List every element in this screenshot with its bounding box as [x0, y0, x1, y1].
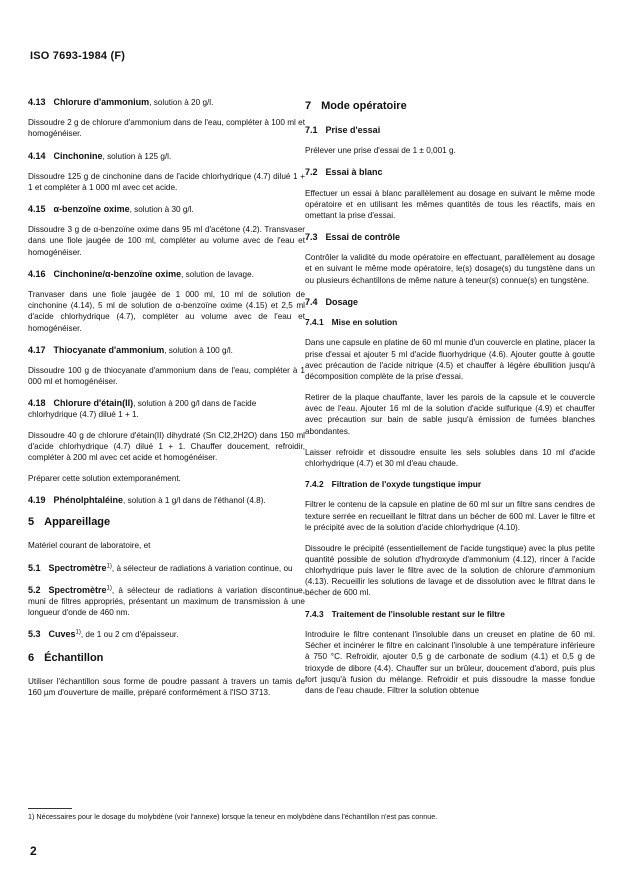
footnote-ref: 1) [106, 585, 112, 592]
section-title: Mode opératoire [321, 100, 407, 112]
section-title: Cinchonine [53, 150, 103, 161]
section-4-15 [28, 203, 305, 258]
section-title: Cuves [48, 629, 76, 640]
section-4-16 [28, 268, 305, 334]
paragraph: Dissoudre 40 g de chlorure d'étain(II) dihydraté (Sn Cl2,2H2O) dans 150 ml d'acide chlorhydrique (4.7) dilué 1 + 1. Chauffer doucement, refroidir, compléter à 200 ml avec cet acide et homogénéiser. [28, 430, 305, 462]
paragraph: Introduire le filtre contenant l'insoluble dans un creuset en platine de 60 ml. Sécher et incinérer le filtre en calcinant l'insoluble à une température inférieure à 750 °C. Refroidir, ajouter 0,5 g de carbonate de sodium (4.1) et 0,5 g de trioxyde de dibore (4.4). Chauffer sur un brûleur, doucement d'abord, puis plus fort jusqu'à fusion du mélange. Refroidir et puis dissoudre la masse fondue dans de l'eau chaude. Filtrer la solution obtenue [305, 630, 595, 695]
paragraph: Effectuer un essai à blanc parallèlement au dosage en suivant le même mode opératoire et en utilisant les mêmes quantités de tous les réactifs, mais en omettant la prise d'essai. [305, 188, 595, 220]
paragraph: Matériel courant de laboratoire, et [28, 541, 151, 551]
left-column [28, 96, 305, 708]
right-column [305, 96, 595, 706]
section-title-rest: , solution à 30 g/l. [129, 205, 194, 215]
section-title: Mise en solution [331, 316, 398, 327]
footnote-divider [28, 808, 72, 809]
section-number: 4.15 [28, 204, 46, 215]
section-title: Spectromètre [48, 584, 107, 595]
section-title-rest: , solution à 20 g/l. [149, 98, 214, 107]
section-title-rest: , solution à 1 g/l dans de l'éthanol (4.8). [123, 496, 266, 506]
section-6-heading [28, 651, 305, 666]
section-title: α-benzoïne oxime [53, 204, 130, 215]
paragraph: Dissoudre le précipité (essentiellement de l'acide tungstique) avec la plus petite quantité possible de solution d'hydroxyde d'ammonium (4.12), rincer à l'acide chlorhydrique puis laver le filtre avec de la solution de chlorure d'ammonium (4.13). Recueillir les solutions de lavage et de dissolution avec le filtrat dans le bécher de 600 ml. [305, 543, 595, 598]
section-title-rest: , solution à 200 g/l dans de l'acide chlorhydrique (4.7) dilué 1 + 1. [28, 399, 257, 420]
section-title: Thiocyanate d'ammonium [53, 344, 165, 355]
section-number: 7.4.2 [305, 478, 324, 489]
section-title: Filtration de l'oxyde tungstique impur [331, 478, 482, 489]
section-7-3 [305, 231, 595, 286]
section-number: 5.2 [28, 584, 41, 595]
section-4-19 [28, 494, 305, 506]
page-number: 2 [30, 844, 37, 858]
section-7-4-2 [305, 479, 595, 599]
section-number: 5.3 [28, 629, 41, 640]
section-number: 4.16 [28, 268, 46, 279]
section-4-17 [28, 344, 305, 388]
section-7-1 [305, 124, 595, 156]
paragraph: Dissoudre 3 g de α-benzoïne oxime dans 95 ml d'acétone (4.2). Transvaser dans une fiole jaugée de 100 ml, compléter au volume avec de l'eau et homogénéiser. [28, 225, 305, 257]
section-title: Essai de contrôle [325, 232, 401, 243]
section-5-1 [28, 562, 305, 574]
paragraph: Filtrer le contenu de la capsule en platine de 60 ml sur un filtre sans cendres de texture serrée en recueillant le filtrat dans un bécher de 600 ml. Laver le filtre et le précipité avec de la solution d'acide chlorhydrique (4.10). [305, 500, 595, 532]
paragraph: Dissoudre 2 g de chlorure d'ammonium dans de l'eau, compléter à 100 ml et homogénéiser. [28, 118, 305, 139]
section-number: 7.4.3 [305, 608, 324, 619]
footnote: 1) Nécessaires pour le dosage du molybdène (voir l'annexe) lorsque la teneur en molybdène dans l'échantillon n'est pas connue. [28, 812, 438, 821]
section-title-rest: , solution de lavage. [181, 269, 254, 279]
section-title-rest: , de 1 ou 2 cm d'épaisseur. [80, 630, 179, 640]
section-5-3 [28, 628, 305, 640]
section-title-rest: , solution à 100 g/l. [164, 345, 233, 355]
section-title: Dosage [325, 296, 359, 307]
section-title: Cinchonine/α-benzoïne oxime [53, 268, 182, 279]
paragraph: Prélever une prise d'essai de 1 ± 0,001 g. [305, 146, 456, 156]
section-number: 4.13 [28, 97, 46, 107]
document-header: ISO 7693-1984 (F) [30, 50, 126, 62]
section-title: Essai à blanc [325, 167, 383, 178]
paragraph: Retirer de la plaque chauffante, laver les parois de la capsule et le couvercle avec de l'eau. Ajouter 16 ml de la solution d'acide sulfurique (4.9) et chauffer avec précaution sur bain de sable jusqu'à émission de fumées blanches abondantes. [305, 393, 595, 436]
section-number: 7.4 [305, 296, 318, 307]
section-7-4-1 [305, 317, 595, 469]
section-7-2 [305, 166, 595, 221]
section-number: 6 [28, 651, 35, 664]
section-number: 7 [305, 100, 312, 112]
section-title: Chlorure d'étain(II) [53, 398, 134, 409]
section-7-4 [305, 296, 595, 308]
section-title: Appareillage [44, 516, 111, 529]
section-5-heading [28, 515, 305, 530]
paragraph: Laisser refroidir et dissoudre ensuite les sels solubles dans 10 ml d'acide chlorhydrique (4.7) et 30 ml d'eau chaude. [305, 447, 595, 468]
section-4-18 [28, 397, 305, 484]
paragraph: Préparer cette solution extemporanément. [28, 474, 181, 484]
section-number: 5 [28, 516, 35, 529]
section-7-heading [305, 99, 595, 114]
section-title: Traitement de l'insoluble restant sur le filtre [331, 608, 505, 619]
section-number: 5.1 [28, 562, 41, 573]
section-title: Spectromètre [48, 562, 107, 573]
section-4-13 [28, 96, 305, 140]
paragraph: Tranvaser dans une fiole jaugée de 1 000 ml, 10 ml de solution de cinchonine (4.14), 5 ml de solution de α-benzoïne oxime (4.15) et 2,5 ml d'acide chlorhydrique (4.7), compléter au volume avec de l'eau et homogénéiser. [28, 290, 305, 333]
section-4-14 [28, 150, 305, 194]
paragraph: Utiliser l'échantillon sous forme de poudre passant à travers un tamis de 160 µm d'ouverture de maille, préparé conformément à l'ISO 3713. [28, 676, 305, 697]
section-number: 4.17 [28, 344, 46, 355]
section-number: 4.14 [28, 150, 46, 161]
paragraph: Dissoudre 100 g de thiocyanate d'ammonium dans de l'eau, compléter à 1 000 ml et homogénéiser. [28, 365, 305, 387]
footnote-ref: 1) [106, 562, 112, 569]
section-number: 4.18 [28, 398, 46, 409]
paragraph: Dissoudre 125 g de cinchonine dans de l'acide chlorhydrique (4.7) dilué 1 + 1 et compléter à 1 000 ml avec cet acide. [28, 171, 305, 192]
section-number: 7.3 [305, 232, 318, 243]
section-title: Échantillon [44, 651, 104, 664]
section-title: Chlorure d'ammonium [53, 97, 150, 107]
section-title-rest: , solution à 125 g/l. [102, 151, 172, 161]
section-number: 7.2 [305, 167, 318, 178]
section-7-4-3 [305, 609, 595, 696]
section-number: 7.4.1 [305, 316, 324, 327]
paragraph: Dans une capsule en platine de 60 ml munie d'un couvercle en platine, placer la prise d'essai et ajouter 5 ml d'acide fluorhydrique (4.6). Ajouter goutte à goutte avec précaution de l'acide nitrique (4.5) et chauffer à légère ébullition jusqu'à décomposition complète de la prise d'essai. [305, 338, 595, 381]
paragraph: Contrôler la validité du mode opératoire en effectuant, parallèlement au dosage et en suivant le même mode opératoire, le(s) dosage(s) du tungstène dans un ou plusieurs échantillons de même nature à teneur(s) connue(s) en tungstène. [305, 253, 595, 285]
section-title-rest: , à sélecteur de radiations à variation discontinue, muni de filtres appropriés, présentant un maximum de transmission à une longueur d'onde de 460 nm. [28, 585, 305, 618]
section-title: Prise d'essai [325, 124, 381, 135]
section-title: Phénolphtaléine [53, 495, 124, 506]
section-title-rest: , à sélecteur de radiations à variation continue, ou [111, 563, 293, 573]
section-5-2 [28, 584, 305, 619]
section-number: 7.1 [305, 124, 318, 135]
footnote-ref: 1) [75, 629, 81, 636]
section-number: 4.19 [28, 495, 46, 506]
